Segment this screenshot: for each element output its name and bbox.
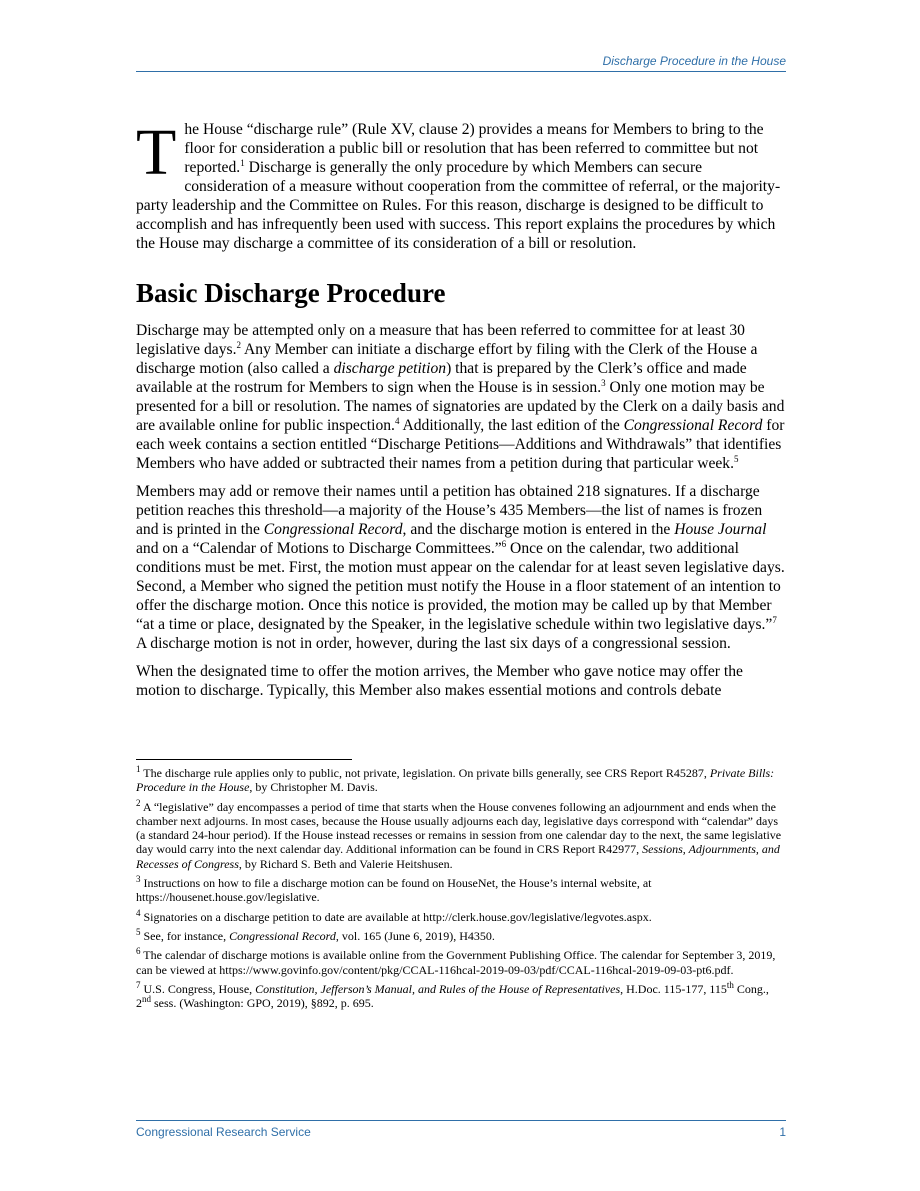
fn5-a: See, for instance, (140, 928, 230, 943)
footnote-num: 3 (136, 874, 141, 885)
footnotes (136, 766, 786, 1015)
footnote-ref-2[interactable]: 2 (236, 339, 241, 350)
p1-h: for each week contains a section entitled “Discharge Petitions—Additions and Withdrawals” that identifies Members who have added or subtracted their names from a petition during that particular week. (136, 417, 785, 472)
paragraph-1 (136, 321, 786, 473)
p2-a: Members may add or remove their names until a petition has obtained 218 signatures. If a discharge petition reaches this threshold—a majority of the House’s 435 Members—the list of names is frozen and is printed in the (136, 483, 763, 538)
p1-c: discharge petition (333, 360, 447, 377)
fn2-b: Sessions, Adjournments, and Recesses of Congress (136, 842, 780, 871)
fn3-a: Instructions on how to file a discharge motion can be found on HouseNet, the House’s internal website, at https://housenet.house.gov/legislative. (136, 876, 652, 905)
footnote-6 (136, 948, 786, 977)
footnote-num: 4 (136, 907, 141, 918)
paragraph-3: When the designated time to offer the motion arrives, the Member who gave notice may offer the motion to discharge. Typically, this Member also makes essential motions and controls debate (136, 663, 743, 699)
running-header: Discharge Procedure in the House (136, 54, 786, 72)
p1-a: Discharge may be attempted only on a measure that has been referred to committee for at least 30 legislative days. (136, 322, 745, 358)
p1-f: Additionally, the last edition of the (399, 417, 624, 434)
footnote-ref-5[interactable]: 5 (734, 453, 739, 464)
footnote-3 (136, 876, 786, 905)
p1-e: Only one motion may be presented for a bill or resolution. The names of signatories are updated by the Clerk on a daily basis and are available online for public inspection. (136, 379, 785, 434)
footnote-4 (136, 907, 786, 924)
footnote-num: 6 (136, 946, 141, 957)
footnote-num: 7 (136, 979, 141, 990)
p2-g: A discharge motion is not in order, however, during the last six days of a congressional session. (136, 635, 731, 652)
footnote-ref-1[interactable]: 1 (240, 157, 245, 168)
p2-e: and on a “Calendar of Motions to Discharge Committees.” (136, 540, 502, 557)
footnote-ref-6[interactable]: 6 (501, 538, 507, 549)
footer-org: Congressional Research Service (136, 1125, 311, 1139)
p1-g: Congressional Record (623, 417, 763, 434)
fn1-c: , by Christopher M. Davis. (249, 780, 378, 795)
page-footer (136, 1120, 786, 1139)
fn2-c: , by Richard S. Beth and Valerie Heitshusen. (238, 856, 453, 871)
p2-c: , and the discharge motion is entered in the (402, 521, 675, 538)
fn4-a: Signatories on a discharge petition to date are available at http://clerk.house.gov/legislative/legvotes.aspx. (140, 909, 652, 924)
fn1-a: The discharge rule applies only to public, not private, legislation. On private bills generally, see CRS Report R45287, (140, 766, 710, 780)
intro-text-a: he House “discharge rule” (Rule XV, clause 2) provides a means for Members to bring to the floor for consideration a public bill or resolution that has been referred to committee but not reported. (184, 121, 764, 176)
intro-text-b: Discharge is generally the only procedure by which Members can secure consideration of a measure without cooperation from the committee of referral, or the majority-party leadership and the Committee on Rules. For this reason, discharge is designed to be difficult to accomplish and has infrequently been used with success. This report explains the procedures by which the House may discharge a committee of its consideration of a bill or resolution. (136, 159, 781, 252)
fn7-b: Constitution, Jefferson’s Manual, and Rules of the House of Representatives (255, 981, 621, 996)
p1-b: Any Member can initiate a discharge effort by filing with the Clerk of the House a discharge motion (also called a (136, 341, 758, 377)
footnote-1 (136, 766, 786, 795)
fn5-b: Congressional Record (229, 928, 336, 943)
fn5-c: , vol. 165 (June 6, 2019), H4350. (335, 928, 495, 943)
fn2-a: A “legislative” day encompasses a period of time that starts when the House convenes following an adjournment and ends when the chamber next adjourns. In most cases, because the House usually adjourns each day, legislative days correspond with “calendar” days (a standard 24-hour period). If the House instead recesses or remains in session from one calendar day to the next, the same legislative day would carry into the next calendar day. Additional information can be found in CRS Report R42977, (136, 799, 782, 857)
fn7-c: , H.Doc. 115-177, 115 (620, 981, 727, 996)
footnote-divider (136, 759, 352, 760)
fn6-a: The calendar of discharge motions is available online from the Government Publishing Office. The calendar for September 3, 2019, can be viewed at https://www.govinfo.gov/content/pkg/CCAL-116hcal-2019-09-03/pdf/CCAL-116hcal-2019-09-03-pt6.pdf. (136, 948, 776, 977)
section-heading: Basic Discharge Procedure (136, 278, 446, 308)
footnote-num: 1 (136, 764, 141, 774)
footnote-ref-3[interactable]: 3 (601, 377, 606, 388)
document-body (136, 116, 786, 709)
footnote-2 (136, 797, 786, 871)
footnote-num: 5 (136, 926, 141, 937)
footnote-7 (136, 979, 786, 1011)
drop-cap: T (136, 116, 177, 189)
p2-d: House Journal (674, 521, 767, 538)
footnote-num: 2 (136, 797, 141, 808)
p2-f: Once on the calendar, two additional conditions must be met. First, the motion must appear on the calendar for at least seven legislative days. Second, a Member who signed the petition must notify the House in a floor statement of an intention to offer the discharge motion. Once this notice is provided, the motion may be called up by that Member “at a time or place, designated by the Speaker, in the legislative schedule within two legislative days.” (136, 540, 785, 633)
fn7-d: th (726, 979, 734, 990)
p2-b: Congressional Record (263, 521, 403, 538)
page-number: 1 (779, 1125, 786, 1139)
p1-d: ) that is prepared by the Clerk’s office and made available at the rostrum for Members to sign when the House is in session. (136, 360, 747, 396)
fn7-f: nd (142, 994, 151, 1005)
fn1-b: Private Bills: Procedure in the House (136, 766, 775, 795)
footnote-ref-7[interactable]: 7 (772, 614, 777, 625)
fn7-g: sess. (Washington: GPO, 2019), §892, p. 695. (151, 996, 374, 1011)
paragraph-2 (136, 482, 786, 653)
footnote-ref-4[interactable]: 4 (394, 415, 400, 426)
footnote-5 (136, 926, 786, 943)
fn7-a: U.S. Congress, House, (140, 981, 256, 996)
intro-paragraph (136, 116, 786, 253)
fn7-e: Cong., 2 (136, 981, 769, 1011)
